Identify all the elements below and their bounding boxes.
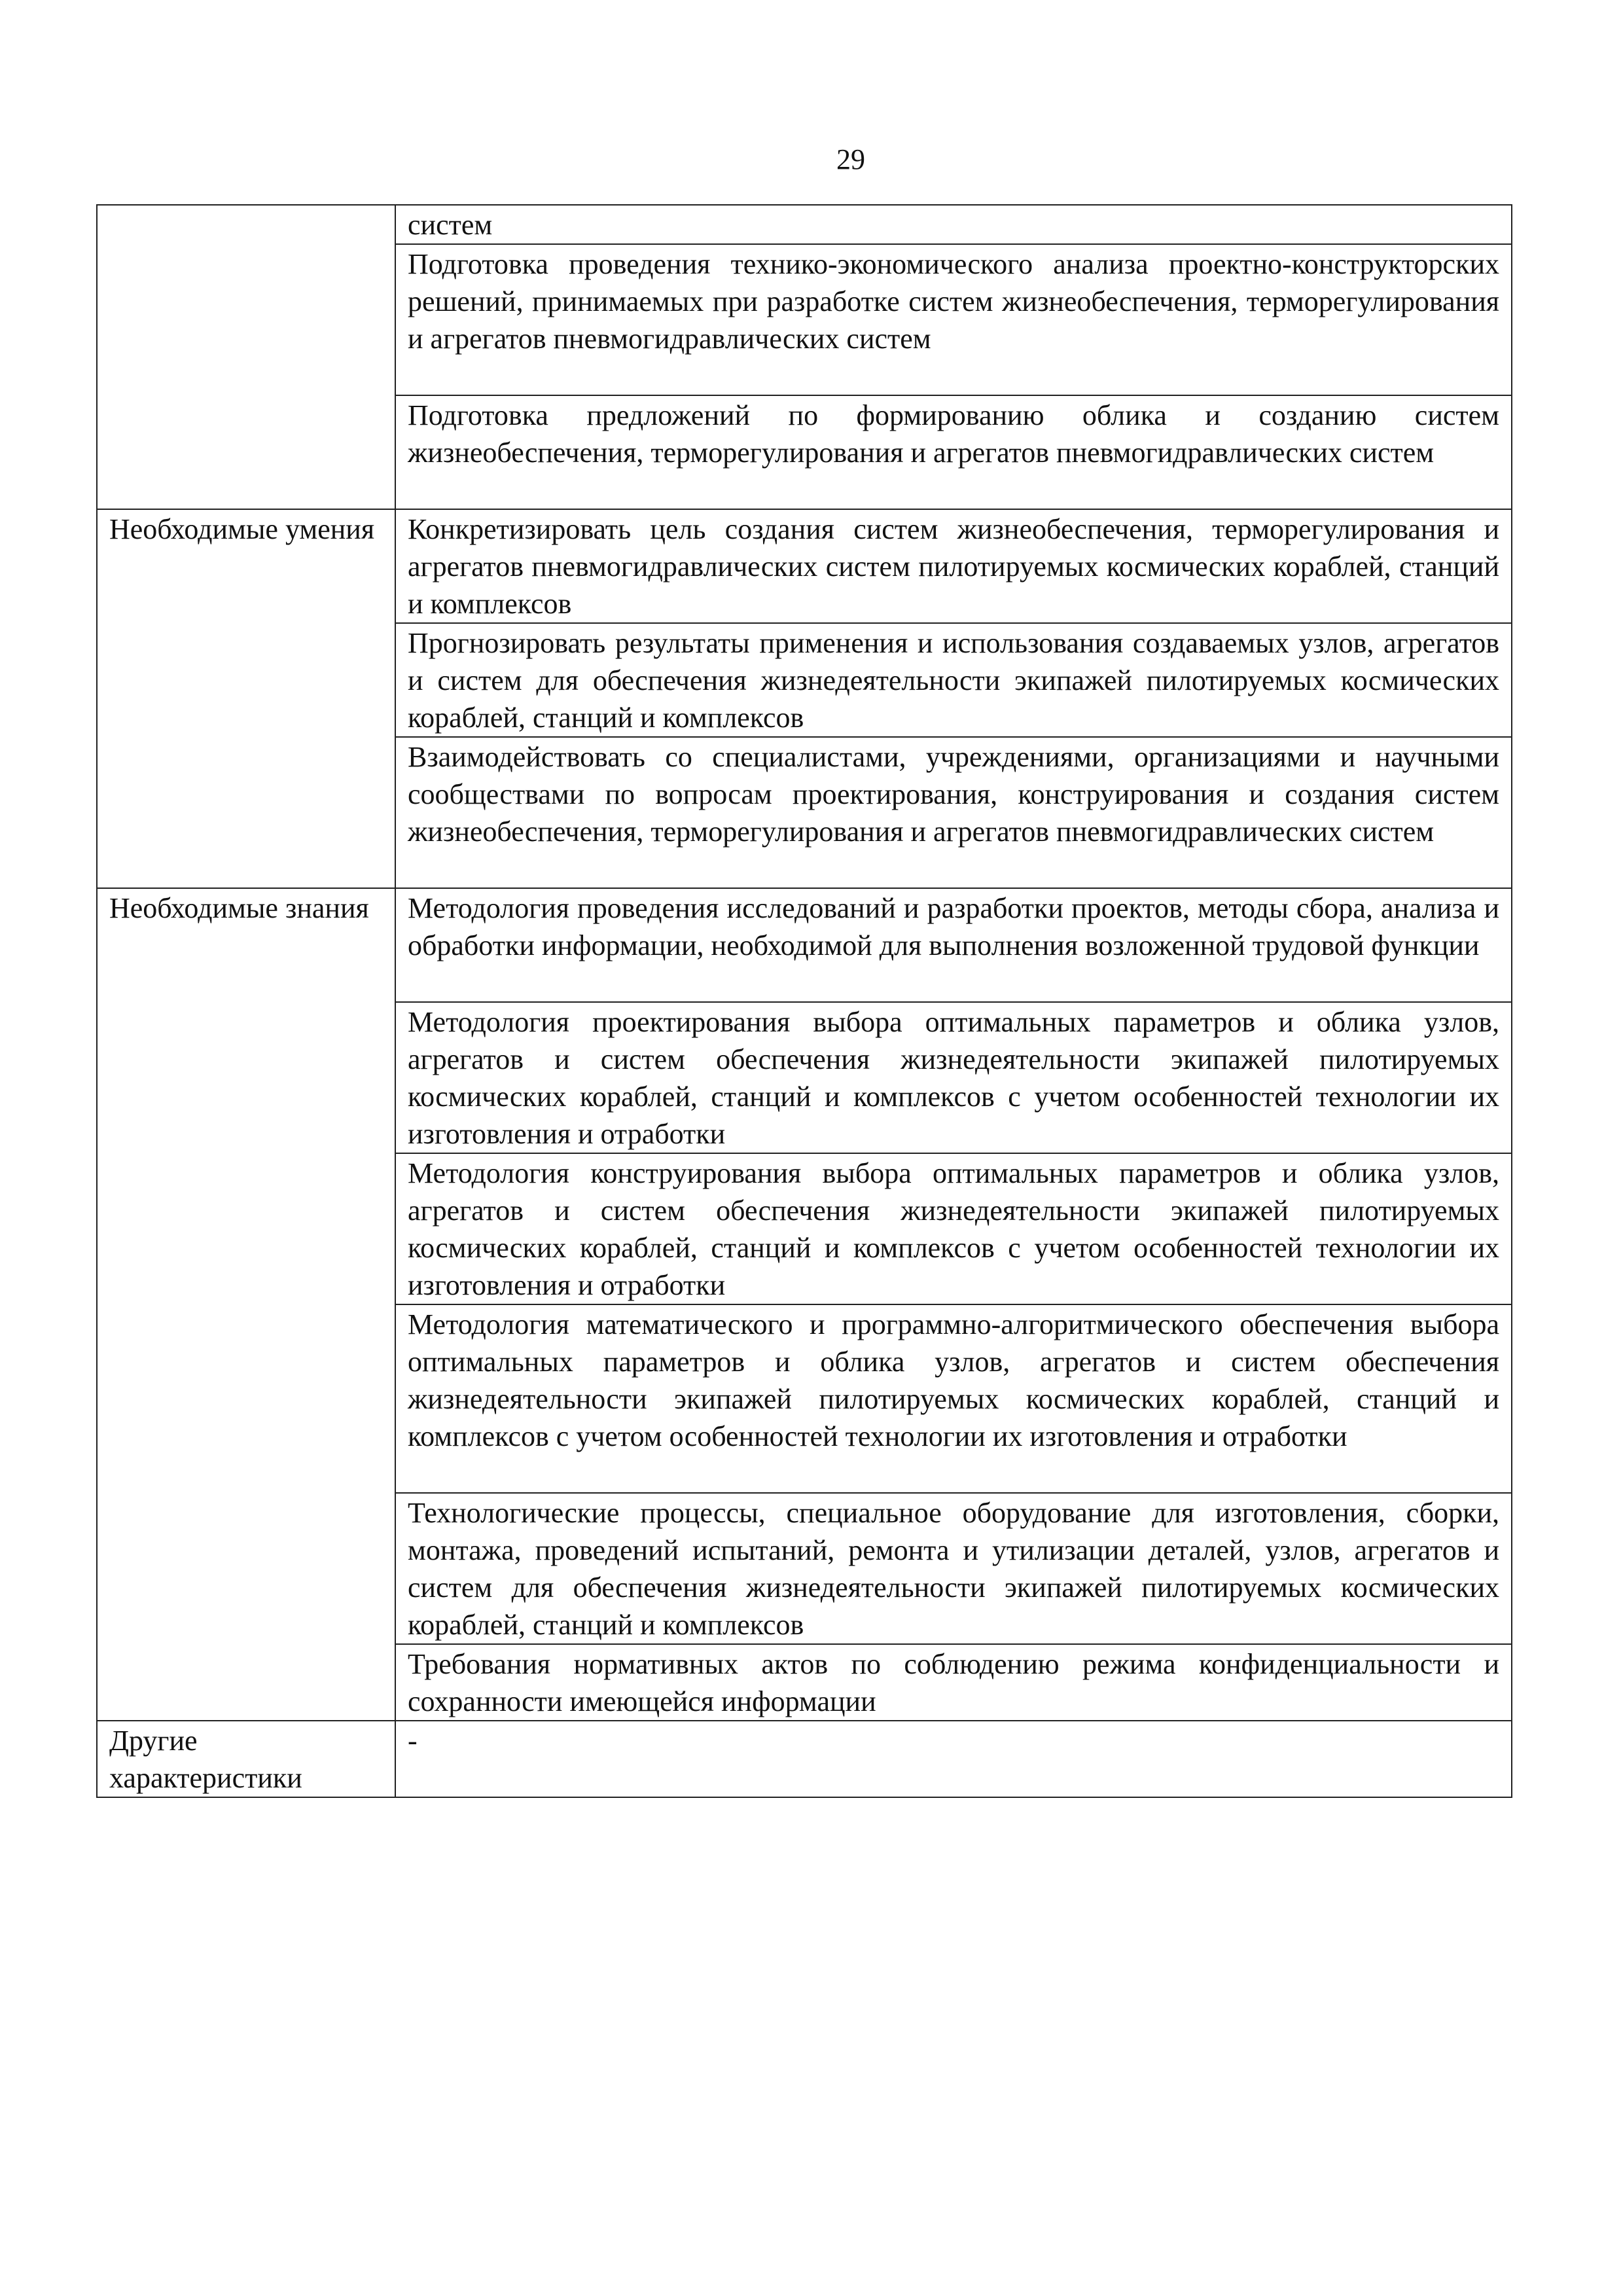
table-row (97, 1721, 1512, 1797)
knowledge-label: Необходимые знания (97, 888, 395, 1721)
table-row (97, 509, 1512, 623)
knowledge-item: Требования нормативных актов по соблюдению режима конфиденциальности и сохранности имеющейся информации (395, 1644, 1512, 1721)
table-row (97, 205, 1512, 244)
knowledge-item: Методология проведения исследований и разработки проектов, методы сбора, анализа и обработки информации, необходимой для выполнения возложенной трудовой функции (395, 888, 1512, 1002)
labor-action-cell: Подготовка предложений по формированию облика и созданию систем жизнеобеспечения, терморегулирования и агрегатов пневмогидравлических систем (395, 395, 1512, 509)
labor-action-cell: Подготовка проведения технико-экономического анализа проектно-конструкторских решений, принимаемых при разработке систем жизнеобеспечения, терморегулирования и агрегатов пневмогидравлических систем (395, 244, 1512, 395)
knowledge-item: Методология конструирования выбора оптимальных параметров и облика узлов, агрегатов и систем обеспечения жизнедеятельности экипажей пилотируемых космических кораблей, станций и комплексов с учетом особенностей технологии их изготовления и отработки (395, 1153, 1512, 1304)
labor-action-cell: систем (395, 205, 1512, 244)
other-characteristics-label: Другие характеристики (97, 1721, 395, 1797)
continuation-label-cell (97, 205, 395, 509)
skill-item: Конкретизировать цель создания систем жизнеобеспечения, терморегулирования и агрегатов пневмогидравлических систем пилотируемых космических кораблей, станций и комплексов (395, 509, 1512, 623)
skill-item: Прогнозировать результаты применения и использования создаваемых узлов, агрегатов и систем для обеспечения жизнедеятельности экипажей пилотируемых космических кораблей, станций и комплексов (395, 623, 1512, 737)
skill-item: Взаимодействовать со специалистами, учреждениями, организациями и научными сообществами по вопросам проектирования, конструирования и создания систем жизнеобеспечения, терморегулирования и агрегатов пневмогидравлических систем (395, 737, 1512, 888)
table-row (97, 888, 1512, 1002)
knowledge-item: Методология математического и программно-алгоритмического обеспечения выбора оптимальных параметров и облика узлов, агрегатов и систем обеспечения жизнедеятельности экипажей пилотируемых космических кораблей, станций и комплексов с учетом особенностей технологии их изготовления и отработки (395, 1304, 1512, 1493)
knowledge-item: Технологические процессы, специальное оборудование для изготовления, сборки, монтажа, проведений испытаний, ремонта и утилизации деталей, узлов, агрегатов и систем для обеспечения жизнедеятельности экипажей пилотируемых космических кораблей, станций и комплексов (395, 1493, 1512, 1644)
page-number: 29 (836, 143, 865, 175)
competency-table (96, 204, 1512, 1798)
knowledge-item: Методология проектирования выбора оптимальных параметров и облика узлов, агрегатов и систем обеспечения жизнедеятельности экипажей пилотируемых космических кораблей, станций и комплексов с учетом особенностей технологии их изготовления и отработки (395, 1002, 1512, 1153)
other-characteristics-value: - (395, 1721, 1512, 1797)
skills-label: Необходимые умения (97, 509, 395, 888)
